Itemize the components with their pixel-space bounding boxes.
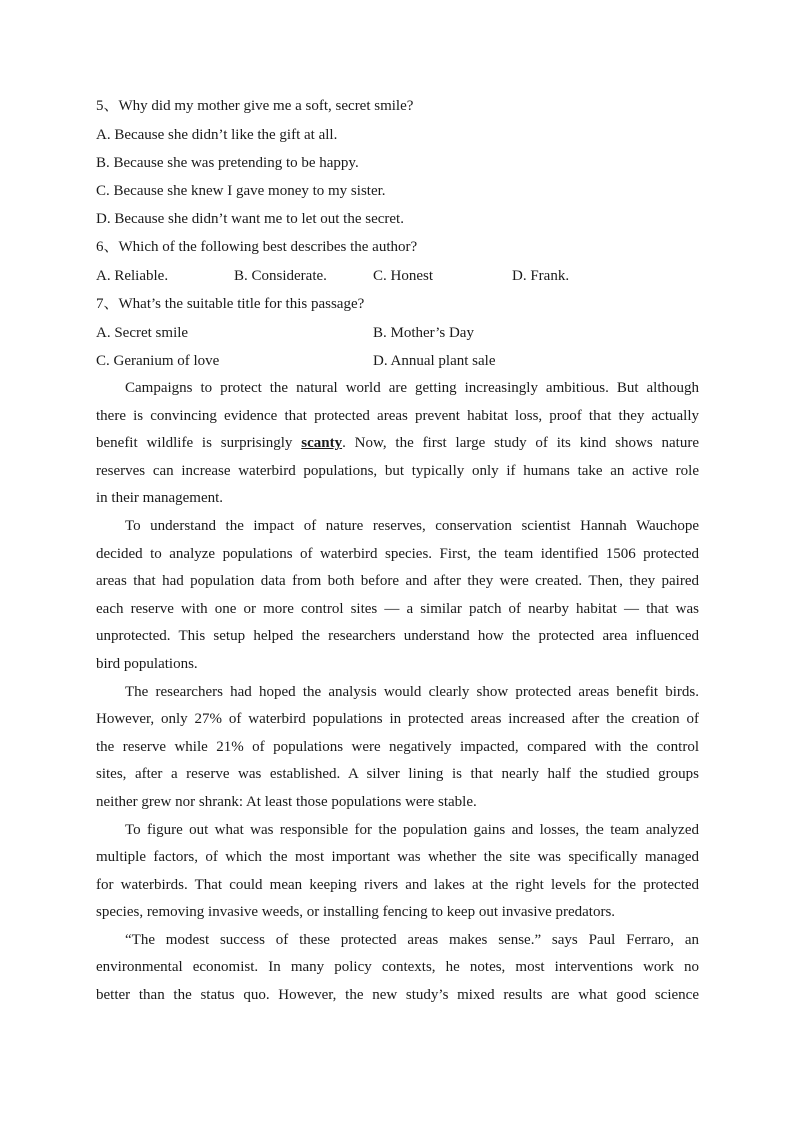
- question-7-option-b: B. Mother’s Day: [373, 325, 474, 341]
- paragraph-2-line: decided to analyze populations of waterbird species. First, the team identified 1506 protected: [96, 545, 699, 562]
- question-7-options-row-2: [96, 347, 699, 375]
- paragraph-3-line: the reserve while 21% of populations were negatively impacted, compared with the control: [96, 738, 699, 755]
- paragraph-5-line: better than the status quo. However, the new study’s mixed results are what good science: [96, 987, 699, 1004]
- paragraph-1-line: Campaigns to protect the natural world are getting increasingly ambitious. But although: [125, 380, 699, 396]
- paragraph-2-line: areas that had population data from both before and after they were created. Then, they paired: [96, 573, 699, 590]
- passage-paragraph-1: [96, 375, 699, 513]
- question-6-option-a: A. Reliable.: [96, 268, 169, 284]
- question-6-option-b: B. Considerate.: [234, 268, 327, 284]
- paragraph-2-line: unprotected. This setup helped the researchers understand how the protected area influenced: [96, 628, 699, 645]
- passage-paragraph-5: [96, 927, 699, 1010]
- passage-paragraph-2: [96, 513, 699, 679]
- question-5-option-d: D. Because she didn’t want me to let out the secret.: [96, 211, 404, 227]
- paragraph-1-line: there is convincing evidence that protected areas prevent habitat loss, proof that they actually: [96, 407, 699, 424]
- paragraph-2-line: bird populations.: [96, 655, 198, 672]
- passage-paragraph-4: [96, 817, 699, 927]
- question-6-option-c: C. Honest: [373, 268, 433, 284]
- question-6-stem: 6、Which of the following best describes the author?: [96, 239, 418, 255]
- paragraph-5-line: “The modest success of these protected areas makes sense.” says Paul Ferraro, an: [125, 931, 699, 948]
- paragraph-4-line: for waterbirds. That could mean keeping rivers and lakes at the right levels for the protected: [96, 876, 699, 893]
- question-7-options-row-1: [96, 319, 699, 347]
- question-7-option-a: A. Secret smile: [96, 325, 189, 341]
- document-page: [96, 92, 699, 1010]
- paragraph-1-line: benefit wildlife is surprisingly: [96, 435, 302, 452]
- paragraph-3-line: sites, after a reserve was established. A silver lining is that nearly half the studied groups: [96, 766, 699, 783]
- question-7-option-c: C. Geranium of love: [96, 353, 220, 369]
- paragraph-3-line: The researchers had hoped the analysis would clearly show protected areas benefit birds.: [125, 683, 699, 700]
- paragraph-3-line: neither grew nor shrank: At least those populations were stable.: [96, 793, 477, 810]
- passage-paragraph-3: [96, 679, 699, 817]
- paragraph-1-line: reserves can increase waterbird populations, but typically only if humans take an active role: [96, 462, 699, 479]
- question-7-stem: 7、What’s the suitable title for this passage?: [96, 296, 365, 312]
- question-5-option-a: A. Because she didn’t like the gift at all.: [96, 127, 338, 143]
- paragraph-1-line: in their management.: [96, 490, 224, 507]
- paragraph-3-line: However, only 27% of waterbird populations in protected areas increased after the creation of: [96, 711, 699, 728]
- paragraph-4-line: species, removing invasive weeds, or installing fencing to keep out invasive predators.: [96, 904, 616, 921]
- paragraph-4-line: multiple factors, of which the most important was whether the site was specifically managed: [96, 849, 699, 866]
- paragraph-5-line: environmental economist. In many policy contexts, he notes, most interventions work no: [96, 959, 699, 976]
- question-5-option-c: C. Because she knew I gave money to my sister.: [96, 183, 386, 199]
- question-5-stem: 5、Why did my mother give me a soft, secret smile?: [96, 98, 414, 114]
- question-6-options: [96, 262, 699, 290]
- question-5-option-b: B. Because she was pretending to be happy.: [96, 155, 359, 171]
- paragraph-1-line: . Now, the first large study of its kind shows nature: [342, 435, 699, 452]
- vocabulary-keyword: scanty: [301, 435, 343, 452]
- paragraph-2-line: To understand the impact of nature reserves, conservation scientist Hannah Wauchope: [125, 517, 699, 534]
- question-7-option-d: D. Annual plant sale: [373, 353, 496, 369]
- paragraph-2-line: each reserve with one or more control sites — a similar patch of nearby habitat — that was: [96, 600, 699, 617]
- paragraph-4-line: To figure out what was responsible for the population gains and losses, the team analyzed: [125, 821, 699, 838]
- question-6-option-d: D. Frank.: [512, 268, 570, 284]
